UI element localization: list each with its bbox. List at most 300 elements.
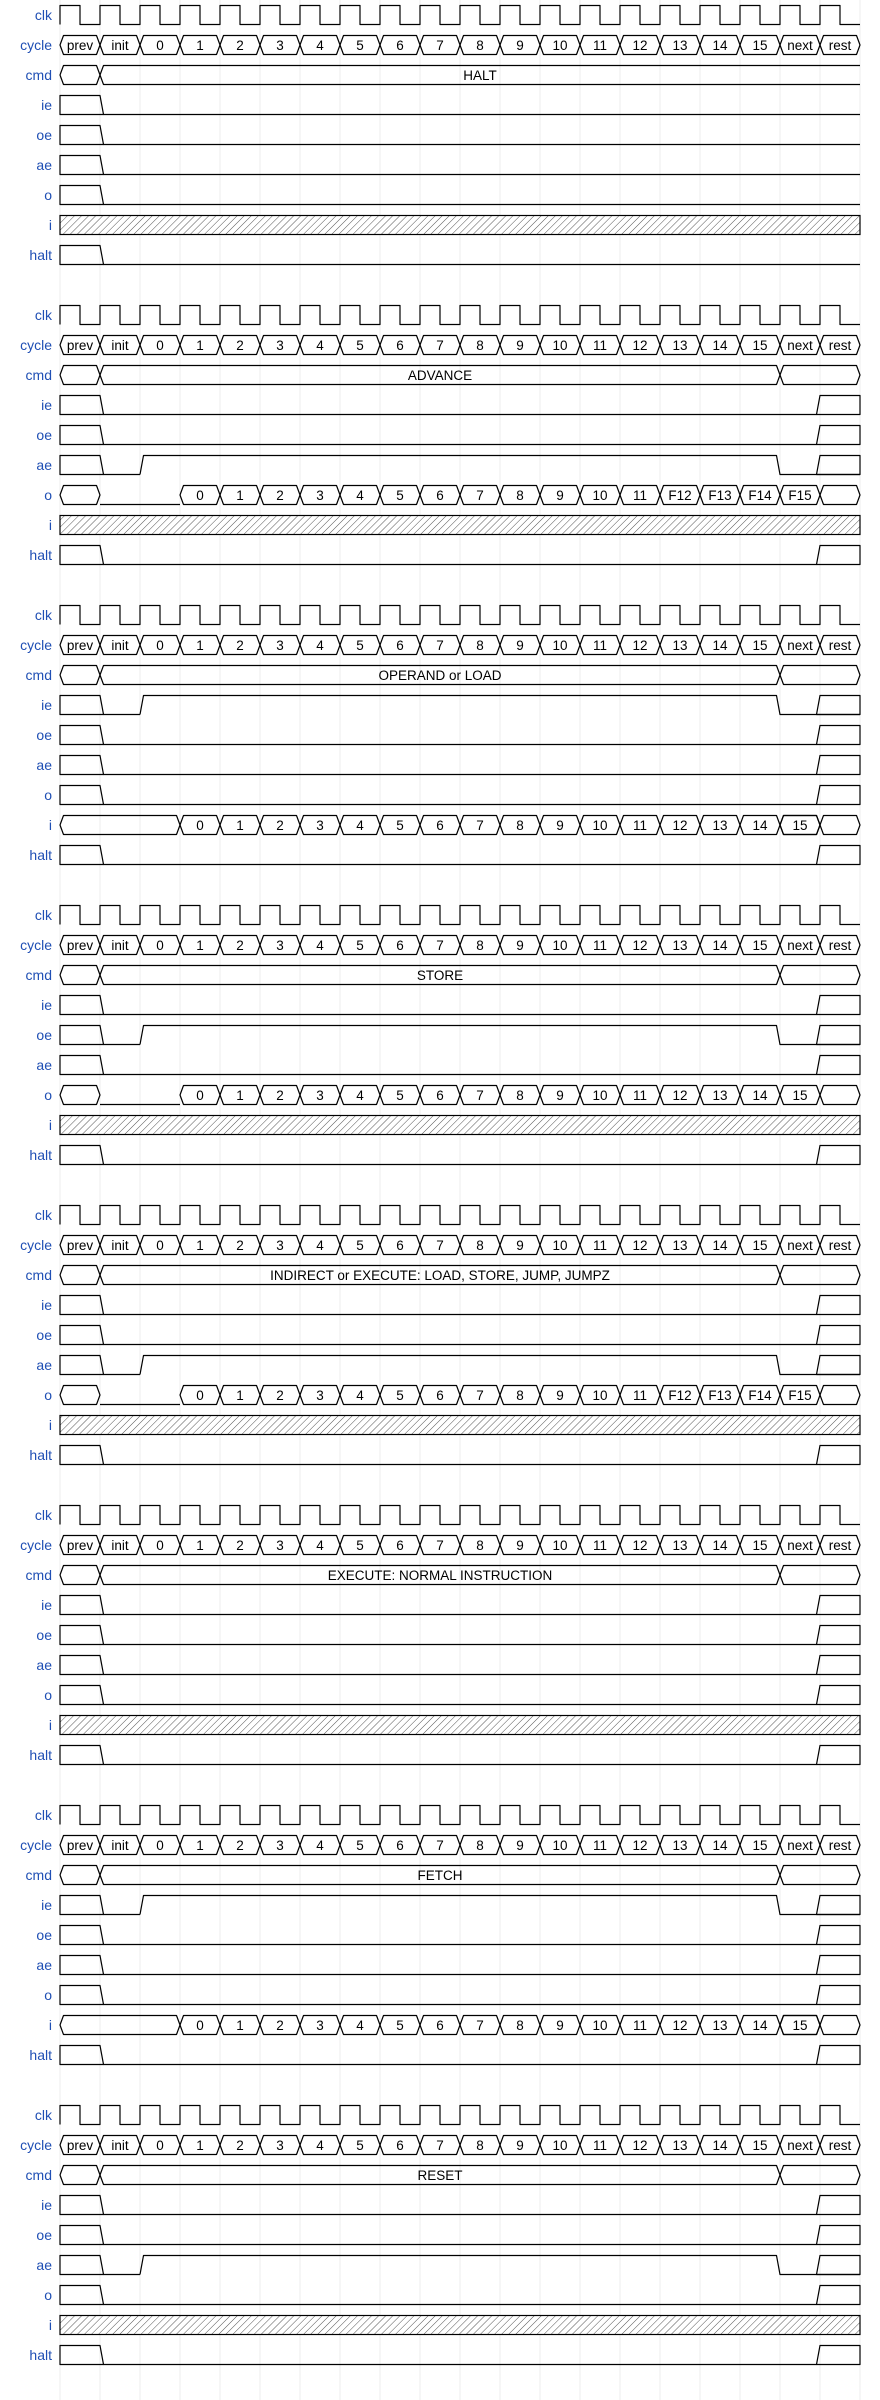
cycle-cell-label: 6	[396, 938, 404, 953]
cycle-cell-label: 4	[316, 338, 324, 353]
cycle-cell-label: prev	[66, 1538, 94, 1553]
signal-label-clk: clk	[34, 1807, 52, 1823]
ie-prev-hatch	[60, 1596, 104, 1615]
cycle-cell-label: 0	[156, 338, 164, 353]
signal-label-i: i	[48, 1117, 52, 1133]
cycle-cell-label: 3	[276, 1838, 284, 1853]
clk-waveform	[60, 906, 860, 925]
ie-prev-hatch	[60, 2196, 104, 2215]
o-data-cell-label: 10	[592, 1088, 608, 1103]
ae-next-hatch	[817, 1056, 861, 1075]
i-undefined-hatch	[60, 1716, 860, 1735]
signal-label-o: o	[44, 487, 52, 503]
cycle-cell-label: 4	[316, 638, 324, 653]
oe-prev-hatch	[60, 1926, 104, 1945]
cycle-cell-label: 10	[552, 938, 568, 953]
signal-label-halt: halt	[29, 847, 52, 863]
halt-prev-hatch	[60, 846, 104, 865]
cycle-cell-label: 6	[396, 1838, 404, 1853]
cycle-cell-label: 9	[516, 1238, 524, 1253]
i-data-cell-label: 7	[476, 818, 484, 833]
cycle-cell-label: init	[111, 38, 129, 53]
signal-label-cmd: cmd	[25, 67, 52, 83]
cmd-value-bus-label: RESET	[417, 2168, 463, 2183]
i-data-cell-label: 0	[196, 2018, 204, 2033]
signal-label-i: i	[48, 2017, 52, 2033]
signal-label-i: i	[48, 1717, 52, 1733]
signal-label-ie: ie	[41, 1297, 52, 1313]
cycle-cell-label: 14	[712, 338, 728, 353]
signal-label-ie: ie	[41, 697, 52, 713]
signal-label-cycle: cycle	[20, 1837, 52, 1853]
i-data-cell-label: 2	[276, 818, 284, 833]
halt-next-hatch	[817, 1446, 861, 1465]
cycle-cell-label: 15	[752, 938, 768, 953]
o-data-cell-label: 8	[516, 1088, 524, 1103]
ie-prev-hatch	[60, 1296, 104, 1315]
oe-prev-hatch	[60, 126, 104, 145]
signal-label-o: o	[44, 1087, 52, 1103]
ae-next-hatch	[817, 756, 861, 775]
signal-label-ae: ae	[36, 1957, 52, 1973]
i-data-cell-label: 15	[792, 2018, 808, 2033]
oe-prev-hatch	[60, 726, 104, 745]
ae-prev-hatch	[60, 1956, 104, 1975]
cycle-cell-label: 0	[156, 638, 164, 653]
cycle-cell-label: 8	[476, 2138, 484, 2153]
signal-label-o: o	[44, 1687, 52, 1703]
o-prev-hatch	[60, 1386, 100, 1405]
cycle-cell-label: 8	[476, 938, 484, 953]
cycle-cell-label: 6	[396, 2138, 404, 2153]
timing-diagram	[20, 1506, 860, 1765]
cycle-cell-label: rest	[828, 638, 852, 653]
signal-label-i: i	[48, 2317, 52, 2333]
signal-label-ie: ie	[41, 1897, 52, 1913]
o-prev-hatch	[60, 1086, 100, 1105]
cycle-cell-label: 12	[632, 38, 648, 53]
cycle-cell-label: init	[111, 638, 129, 653]
o-data-cell-label: 7	[476, 1388, 484, 1403]
cycle-cell-label: rest	[828, 38, 852, 53]
cmd-prev-hatch	[60, 666, 100, 685]
signal-label-clk: clk	[34, 607, 52, 623]
cycle-cell-label: next	[787, 38, 813, 53]
ae-next-hatch	[817, 2256, 861, 2275]
halt-prev-hatch	[60, 1746, 104, 1765]
cycle-cell-label: 15	[752, 1838, 768, 1853]
cmd-prev-hatch	[60, 1566, 100, 1585]
ae-next-hatch	[817, 1956, 861, 1975]
oe-next-hatch	[817, 1026, 861, 1045]
i-data-cell-label: 8	[516, 2018, 524, 2033]
cycle-cell-label: 1	[196, 1538, 204, 1553]
cycle-cell-label: 12	[632, 1538, 648, 1553]
cycle-cell-label: 0	[156, 1838, 164, 1853]
o-data-cell-label: 3	[316, 1388, 324, 1403]
cmd-prev-hatch	[60, 2166, 100, 2185]
ae-next-hatch	[817, 456, 861, 475]
o-data-cell-label: 11	[632, 1388, 648, 1403]
cycle-cell-label: 15	[752, 1538, 768, 1553]
cycle-cell-label: 4	[316, 938, 324, 953]
o-data-cell-label: 12	[672, 1088, 688, 1103]
halt-prev-hatch	[60, 546, 104, 565]
o-data-cell-label: 9	[556, 488, 564, 503]
oe-next-hatch	[817, 426, 861, 445]
cycle-cell-label: 8	[476, 638, 484, 653]
cycle-cell-label: next	[787, 938, 813, 953]
cmd-value-bus-label: INDIRECT or EXECUTE: LOAD, STORE, JUMP, JUMPZ	[270, 1268, 610, 1283]
o-data-cell-label: 8	[516, 1388, 524, 1403]
cycle-cell-label: 10	[552, 638, 568, 653]
o-data-cell-label: 6	[436, 488, 444, 503]
cycle-cell-label: 1	[196, 1238, 204, 1253]
cycle-cell-label: init	[111, 338, 129, 353]
signal-label-i: i	[48, 817, 52, 833]
signal-label-o: o	[44, 1387, 52, 1403]
cycle-cell-label: 0	[156, 2138, 164, 2153]
ie-next-hatch	[817, 996, 861, 1015]
i-prev-hatch	[60, 816, 180, 835]
i-data-cell-label: 13	[712, 2018, 728, 2033]
cycle-cell-label: 5	[356, 38, 364, 53]
cycle-cell-label: 3	[276, 38, 284, 53]
ae-next-hatch	[817, 1356, 861, 1375]
o-data-cell-label: 3	[316, 488, 324, 503]
o-prev-hatch	[60, 1686, 104, 1705]
cycle-cell-label: 1	[196, 1838, 204, 1853]
cycle-cell-label: 15	[752, 38, 768, 53]
ae-next-hatch	[817, 1656, 861, 1675]
signal-label-cmd: cmd	[25, 1267, 52, 1283]
signal-label-cycle: cycle	[20, 2137, 52, 2153]
o-next-hatch	[817, 2286, 861, 2305]
o-data-cell-label: 5	[396, 488, 404, 503]
cycle-cell-label: 5	[356, 1838, 364, 1853]
signal-label-halt: halt	[29, 2347, 52, 2363]
cycle-cell-label: 4	[316, 2138, 324, 2153]
cycle-cell-label: 1	[196, 338, 204, 353]
signal-label-o: o	[44, 1987, 52, 2003]
o-data-cell-label: 3	[316, 1088, 324, 1103]
signal-label-ie: ie	[41, 397, 52, 413]
signal-label-o: o	[44, 787, 52, 803]
cycle-cell-label: 14	[712, 1538, 728, 1553]
cycle-cell-label: 13	[672, 2138, 688, 2153]
halt-next-hatch	[817, 1146, 861, 1165]
o-next-hatch	[820, 486, 860, 505]
o-data-cell-label: 7	[476, 1088, 484, 1103]
ie-next-hatch	[817, 1596, 861, 1615]
cycle-cell-label: 11	[592, 38, 608, 53]
cycle-cell-label: 7	[436, 338, 444, 353]
cycle-cell-label: init	[111, 938, 129, 953]
cycle-cell-label: 13	[672, 338, 688, 353]
cycle-cell-label: 5	[356, 1238, 364, 1253]
timing-diagram	[20, 306, 860, 565]
cycle-cell-label: 11	[592, 2138, 608, 2153]
o-next-hatch	[817, 786, 861, 805]
cycle-cell-label: 2	[236, 1538, 244, 1553]
ie-next-hatch	[817, 2196, 861, 2215]
i-undefined-hatch	[60, 516, 860, 535]
cycle-cell-label: 3	[276, 638, 284, 653]
o-data-cell-label: 11	[632, 488, 648, 503]
signal-label-ae: ae	[36, 1057, 52, 1073]
halt-next-hatch	[817, 1746, 861, 1765]
oe-next-hatch	[817, 1926, 861, 1945]
oe-next-hatch	[817, 1326, 861, 1345]
clk-waveform	[60, 6, 860, 25]
cycle-cell-label: rest	[828, 1238, 852, 1253]
signal-label-oe: oe	[36, 1027, 52, 1043]
cycle-cell-label: next	[787, 1538, 813, 1553]
signal-label-clk: clk	[34, 1507, 52, 1523]
oe-next-hatch	[817, 726, 861, 745]
timing-diagram	[20, 606, 860, 865]
o-prev-hatch	[60, 786, 104, 805]
o-data-cell-label: 5	[396, 1388, 404, 1403]
o-data-cell-label: F13	[708, 488, 732, 503]
cycle-cell-label: 8	[476, 1838, 484, 1853]
cycle-cell-label: 8	[476, 38, 484, 53]
signal-label-cmd: cmd	[25, 367, 52, 383]
cycle-cell-label: next	[787, 1838, 813, 1853]
ie-next-hatch	[817, 396, 861, 415]
i-data-cell-label: 5	[396, 818, 404, 833]
i-data-cell-label: 5	[396, 2018, 404, 2033]
signal-label-oe: oe	[36, 427, 52, 443]
cycle-cell-label: prev	[66, 1838, 94, 1853]
cycle-cell-label: 3	[276, 1238, 284, 1253]
cycle-cell-label: prev	[66, 1238, 94, 1253]
halt-next-hatch	[817, 2346, 861, 2365]
i-data-cell-label: 12	[672, 818, 688, 833]
ae-prev-hatch	[60, 156, 104, 175]
ie-prev-hatch	[60, 996, 104, 1015]
cycle-cell-label: 2	[236, 1838, 244, 1853]
o-data-cell-label: 4	[356, 1088, 364, 1103]
clk-waveform	[60, 606, 860, 625]
cycle-cell-label: 11	[592, 938, 608, 953]
i-data-cell-label: 1	[236, 818, 244, 833]
cycle-cell-label: 9	[516, 2138, 524, 2153]
clk-waveform	[60, 1806, 860, 1825]
i-undefined-hatch	[60, 216, 860, 235]
i-undefined-hatch	[60, 1116, 860, 1135]
o-data-cell-label: 8	[516, 488, 524, 503]
cycle-cell-label: rest	[828, 2138, 852, 2153]
cycle-cell-label: 6	[396, 38, 404, 53]
cycle-cell-label: 12	[632, 338, 648, 353]
o-data-cell-label: F12	[668, 488, 692, 503]
cycle-cell-label: 10	[552, 1538, 568, 1553]
timing-diagram	[20, 906, 860, 1165]
cmd-prev-hatch	[60, 66, 100, 85]
cycle-cell-label: init	[111, 1538, 129, 1553]
signal-label-oe: oe	[36, 1627, 52, 1643]
cycle-cell-label: 7	[436, 1238, 444, 1253]
ie-prev-hatch	[60, 396, 104, 415]
cycle-cell-label: 7	[436, 638, 444, 653]
cycle-cell-label: 9	[516, 638, 524, 653]
timing-diagram	[20, 1206, 860, 1465]
cycle-cell-label: 3	[276, 1538, 284, 1553]
signal-label-ie: ie	[41, 2197, 52, 2213]
signal-label-i: i	[48, 1417, 52, 1433]
cycle-cell-label: 0	[156, 38, 164, 53]
i-data-cell-label: 11	[632, 818, 648, 833]
i-data-cell-label: 6	[436, 818, 444, 833]
ie-prev-hatch	[60, 696, 104, 715]
signal-label-clk: clk	[34, 307, 52, 323]
cycle-cell-label: 11	[592, 1538, 608, 1553]
signal-label-ae: ae	[36, 1357, 52, 1373]
cycle-cell-label: 4	[316, 1538, 324, 1553]
signal-label-cycle: cycle	[20, 1537, 52, 1553]
o-next-hatch	[820, 1386, 860, 1405]
signal-label-ie: ie	[41, 1597, 52, 1613]
signal-label-oe: oe	[36, 127, 52, 143]
i-data-cell-label: 14	[752, 2018, 768, 2033]
o-next-hatch	[820, 1086, 860, 1105]
cycle-cell-label: 4	[316, 1238, 324, 1253]
i-data-cell-label: 3	[316, 2018, 324, 2033]
ae-prev-hatch	[60, 2256, 104, 2275]
i-data-cell-label: 9	[556, 2018, 564, 2033]
o-data-cell-label: 2	[276, 1388, 284, 1403]
signal-label-ae: ae	[36, 157, 52, 173]
cycle-cell-label: 10	[552, 38, 568, 53]
cmd-value-bus-label: EXECUTE: NORMAL INSTRUCTION	[327, 1568, 553, 1583]
i-data-cell-label: 15	[792, 818, 808, 833]
signal-label-cycle: cycle	[20, 937, 52, 953]
i-data-cell-label: 11	[632, 2018, 648, 2033]
signal-label-halt: halt	[29, 1447, 52, 1463]
ae-prev-hatch	[60, 456, 104, 475]
oe-prev-hatch	[60, 1026, 104, 1045]
i-prev-hatch	[60, 2016, 180, 2035]
ae-prev-hatch	[60, 1656, 104, 1675]
cycle-cell-label: next	[787, 638, 813, 653]
cycle-cell-label: 6	[396, 338, 404, 353]
oe-prev-hatch	[60, 1626, 104, 1645]
cycle-cell-label: 0	[156, 1538, 164, 1553]
o-prev-hatch	[60, 486, 100, 505]
halt-prev-hatch	[60, 2046, 104, 2065]
i-data-cell-label: 10	[592, 2018, 608, 2033]
cmd-prev-hatch	[60, 1266, 100, 1285]
o-data-cell-label: 2	[276, 1088, 284, 1103]
cycle-cell-label: 1	[196, 2138, 204, 2153]
cycle-cell-label: 4	[316, 38, 324, 53]
cycle-cell-label: 11	[592, 338, 608, 353]
o-data-cell-label: 1	[236, 1088, 244, 1103]
ie-prev-hatch	[60, 96, 104, 115]
halt-next-hatch	[817, 2046, 861, 2065]
signal-label-cmd: cmd	[25, 967, 52, 983]
i-data-cell-label: 12	[672, 2018, 688, 2033]
cycle-cell-label: 0	[156, 1238, 164, 1253]
signal-label-ae: ae	[36, 2257, 52, 2273]
cycle-cell-label: 14	[712, 1838, 728, 1853]
halt-prev-hatch	[60, 2346, 104, 2365]
clk-waveform	[60, 1506, 860, 1525]
timing-diagram	[20, 6, 860, 265]
i-data-cell-label: 2	[276, 2018, 284, 2033]
signal-label-oe: oe	[36, 727, 52, 743]
cycle-cell-label: 5	[356, 938, 364, 953]
cycle-cell-label: rest	[828, 1538, 852, 1553]
cycle-cell-label: 7	[436, 938, 444, 953]
cycle-cell-label: 10	[552, 1238, 568, 1253]
cycle-cell-label: prev	[66, 338, 94, 353]
signal-label-cycle: cycle	[20, 337, 52, 353]
cycle-cell-label: 9	[516, 1538, 524, 1553]
signal-label-cycle: cycle	[20, 637, 52, 653]
cycle-cell-label: 7	[436, 2138, 444, 2153]
cycle-cell-label: 10	[552, 338, 568, 353]
i-data-cell-label: 4	[356, 818, 364, 833]
o-data-cell-label: 0	[196, 1388, 204, 1403]
signal-label-clk: clk	[34, 7, 52, 23]
i-data-cell-label: 9	[556, 818, 564, 833]
i-data-cell-label: 8	[516, 818, 524, 833]
o-data-cell-label: 10	[592, 488, 608, 503]
cycle-cell-label: 12	[632, 2138, 648, 2153]
signal-label-cmd: cmd	[25, 2167, 52, 2183]
ae-prev-hatch	[60, 1056, 104, 1075]
o-data-cell-label: F14	[748, 488, 772, 503]
o-data-cell-label: 6	[436, 1088, 444, 1103]
cycle-cell-label: 14	[712, 2138, 728, 2153]
i-data-cell-label: 1	[236, 2018, 244, 2033]
cycle-cell-label: 14	[712, 1238, 728, 1253]
cycle-cell-label: 13	[672, 638, 688, 653]
cycle-cell-label: 8	[476, 338, 484, 353]
cycle-cell-label: 7	[436, 1838, 444, 1853]
cycle-cell-label: 7	[436, 38, 444, 53]
o-next-hatch	[817, 1686, 861, 1705]
cycle-cell-label: 9	[516, 938, 524, 953]
cycle-cell-label: 13	[672, 1838, 688, 1853]
cycle-cell-label: rest	[828, 338, 852, 353]
o-data-cell-label: 1	[236, 1388, 244, 1403]
cycle-cell-label: 13	[672, 1238, 688, 1253]
o-data-cell-label: 1	[236, 488, 244, 503]
o-data-cell-label: 10	[592, 1388, 608, 1403]
o-data-cell-label: F15	[788, 488, 812, 503]
signal-label-ie: ie	[41, 997, 52, 1013]
cycle-cell-label: 14	[712, 938, 728, 953]
cycle-cell-label: 15	[752, 338, 768, 353]
cycle-cell-label: 0	[156, 938, 164, 953]
signal-label-i: i	[48, 517, 52, 533]
cmd-prev-hatch	[60, 366, 100, 385]
o-next-hatch	[817, 1986, 861, 2005]
i-data-cell-label: 10	[592, 818, 608, 833]
cycle-cell-label: 2	[236, 938, 244, 953]
oe-prev-hatch	[60, 2226, 104, 2245]
cycle-cell-label: 12	[632, 1238, 648, 1253]
cmd-value-bus-label: ADVANCE	[407, 368, 473, 383]
i-data-cell-label: 6	[436, 2018, 444, 2033]
cycle-cell-label: 15	[752, 2138, 768, 2153]
o-data-cell-label: 0	[196, 1088, 204, 1103]
signal-label-ae: ae	[36, 1657, 52, 1673]
cycle-cell-label: 13	[672, 1538, 688, 1553]
